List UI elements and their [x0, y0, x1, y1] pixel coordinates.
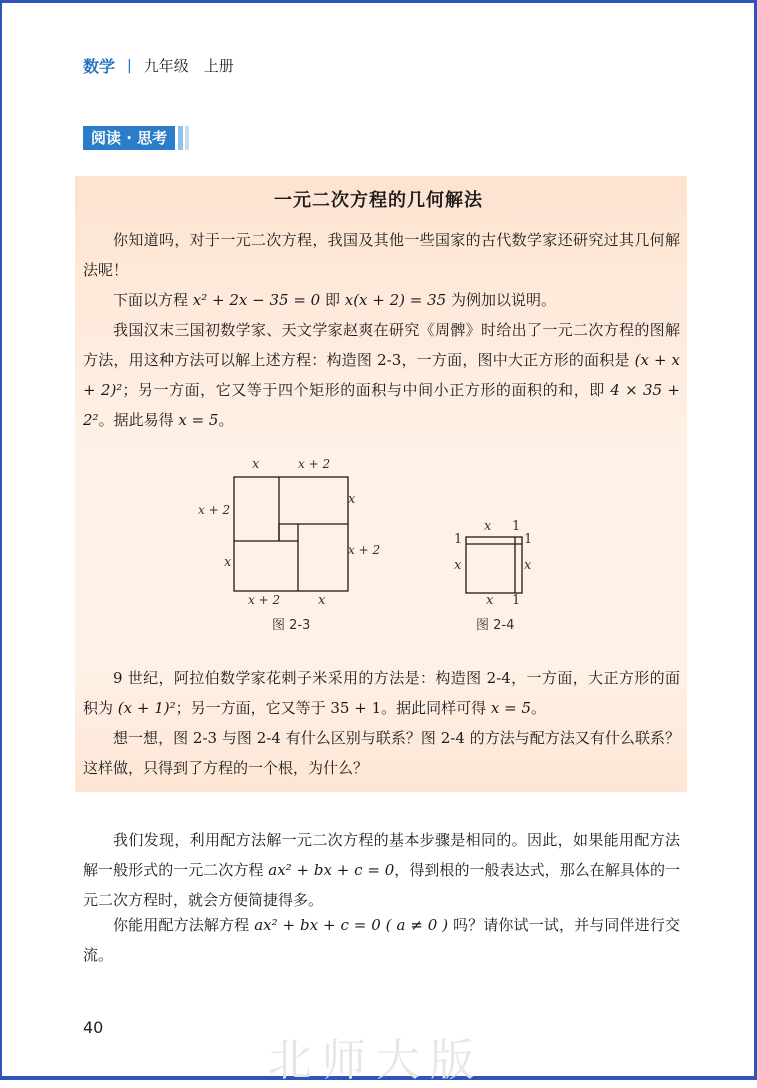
- fig24-label-right-1: 1: [524, 532, 533, 547]
- fig23-label-bottom-x: x: [318, 593, 326, 608]
- equation: 4 × 35 + 2²: [83, 381, 680, 429]
- grade-label: 九年级 上册: [143, 57, 234, 75]
- reading-paragraph-4: [83, 663, 680, 723]
- reading-p2-text-b: 即: [320, 291, 345, 309]
- fig24-label-top-x: x: [484, 519, 492, 534]
- header-separator: |: [127, 57, 132, 74]
- equation: (x + 1)²: [117, 699, 176, 717]
- equation: x = 5: [490, 699, 531, 717]
- frame-left: [0, 0, 2, 1080]
- fig24-label-left-x: x: [454, 558, 462, 573]
- reading-p4-text-c: 。: [531, 699, 547, 717]
- section-tag-label: 阅读 · 思考: [83, 126, 175, 150]
- section-tag: [83, 126, 189, 150]
- body-paragraph-1: [83, 825, 680, 915]
- fig23-label-right-x2: x + 2: [348, 543, 381, 557]
- equation: ax² + bx + c = 0 ( a ≠ 0 ): [254, 916, 449, 934]
- reading-p4-text-b: ；另一方面，它又等于 35 + 1。据此同样可得: [175, 699, 491, 717]
- reading-p3-text-c: 。据此易得: [98, 411, 179, 429]
- equation: ax² + bx + c = 0: [268, 861, 395, 879]
- figure-2-4: [448, 515, 538, 608]
- reading-p3-text-b: ；另一方面，它又等于四个矩形的面积与中间小正方形的面积的和，即: [122, 381, 611, 399]
- fig24-label-left-1: 1: [454, 532, 463, 547]
- reading-paragraph-5: [83, 723, 680, 783]
- fig23-label-bottom-x2: x + 2: [248, 593, 281, 607]
- fig24-label-bottom-1: 1: [512, 593, 521, 608]
- equation: x(x + 2) = 35: [344, 291, 447, 309]
- fig23-label-top-x: x: [252, 457, 260, 472]
- fig23-label-left-x2: x + 2: [198, 503, 231, 517]
- equation: (x + x + 2)²: [83, 351, 680, 399]
- equation: x = 5: [178, 411, 219, 429]
- fig24-label-bottom-x: x: [486, 593, 494, 608]
- tag-stripe: [178, 126, 183, 150]
- body-p2-text-b: 吗？请你试一试，并与同伴进行交流。: [83, 916, 680, 964]
- reading-p3-text-a: 我国汉末三国初数学家、天文学家赵爽在研究《周髀》时给出了一元二次方程的图解方法，用这种方法可以解上述方程：构造图 2-3，一方面，图中大正方形的面积是: [83, 321, 680, 369]
- reading-p1-text: 你知道吗，对于一元二次方程，我国及其他一些国家的古代数学家还研究过其几何解法呢！: [83, 231, 680, 279]
- frame-top: [0, 0, 757, 3]
- body-paragraph-2: [83, 910, 680, 970]
- watermark: 北师大版: [268, 1035, 484, 1086]
- fig24-outer-square: [466, 537, 522, 593]
- reading-paragraph-3: [83, 315, 680, 435]
- tag-stripe-light: [185, 126, 189, 150]
- reading-p2-text-a: 下面以方程: [113, 291, 193, 309]
- fig24-label-right-x: x: [524, 558, 532, 573]
- body-p1-text-b: ，得到根的一般表达式，那么在解具体的一元二次方程时，就会方便简捷得多。: [83, 861, 680, 909]
- fig23-outer-square: [234, 477, 348, 591]
- fig23-label-right-x: x: [348, 492, 356, 507]
- reading-p4-text-a: 9 世纪，阿拉伯数学家花剌子米采用的方法是：构造图 2-4，一方面，大正方形的面积为: [83, 669, 680, 717]
- body-p1-text-a: 我们发现，利用配方法解一元二次方程的基本步骤是相同的。因此，如果能用配方法解一般形式的一元二次方程: [83, 831, 680, 879]
- reading-paragraph-1: [83, 225, 680, 285]
- reading-p5-text: 想一想，图 2-3 与图 2-4 有什么区别与联系？图 2-4 的方法与配方法又有什么联系？这样做，只得到了方程的一个根，为什么？: [83, 729, 680, 777]
- reading-paragraph-2: [83, 285, 680, 315]
- reading-p2-text-c: 为例加以说明。: [446, 291, 556, 309]
- page-number: 40: [83, 1018, 104, 1037]
- subject-label: 数学: [83, 57, 116, 76]
- reading-title: 一元二次方程的几何解法: [274, 190, 483, 211]
- running-head: [83, 54, 234, 77]
- figure-2-4-caption: 图 2-4: [476, 618, 515, 633]
- reading-p3-text-d: 。: [218, 411, 234, 429]
- fig24-label-top-1: 1: [512, 519, 521, 534]
- body-p2-text-a: 你能用配方法解方程: [113, 916, 255, 934]
- figure-2-3: [190, 455, 390, 615]
- equation: x² + 2x − 35 = 0: [192, 291, 321, 309]
- fig23-label-left-x: x: [224, 555, 232, 570]
- figure-2-3-caption: 图 2-3: [272, 618, 311, 633]
- fig23-label-top-x2: x + 2: [298, 457, 331, 471]
